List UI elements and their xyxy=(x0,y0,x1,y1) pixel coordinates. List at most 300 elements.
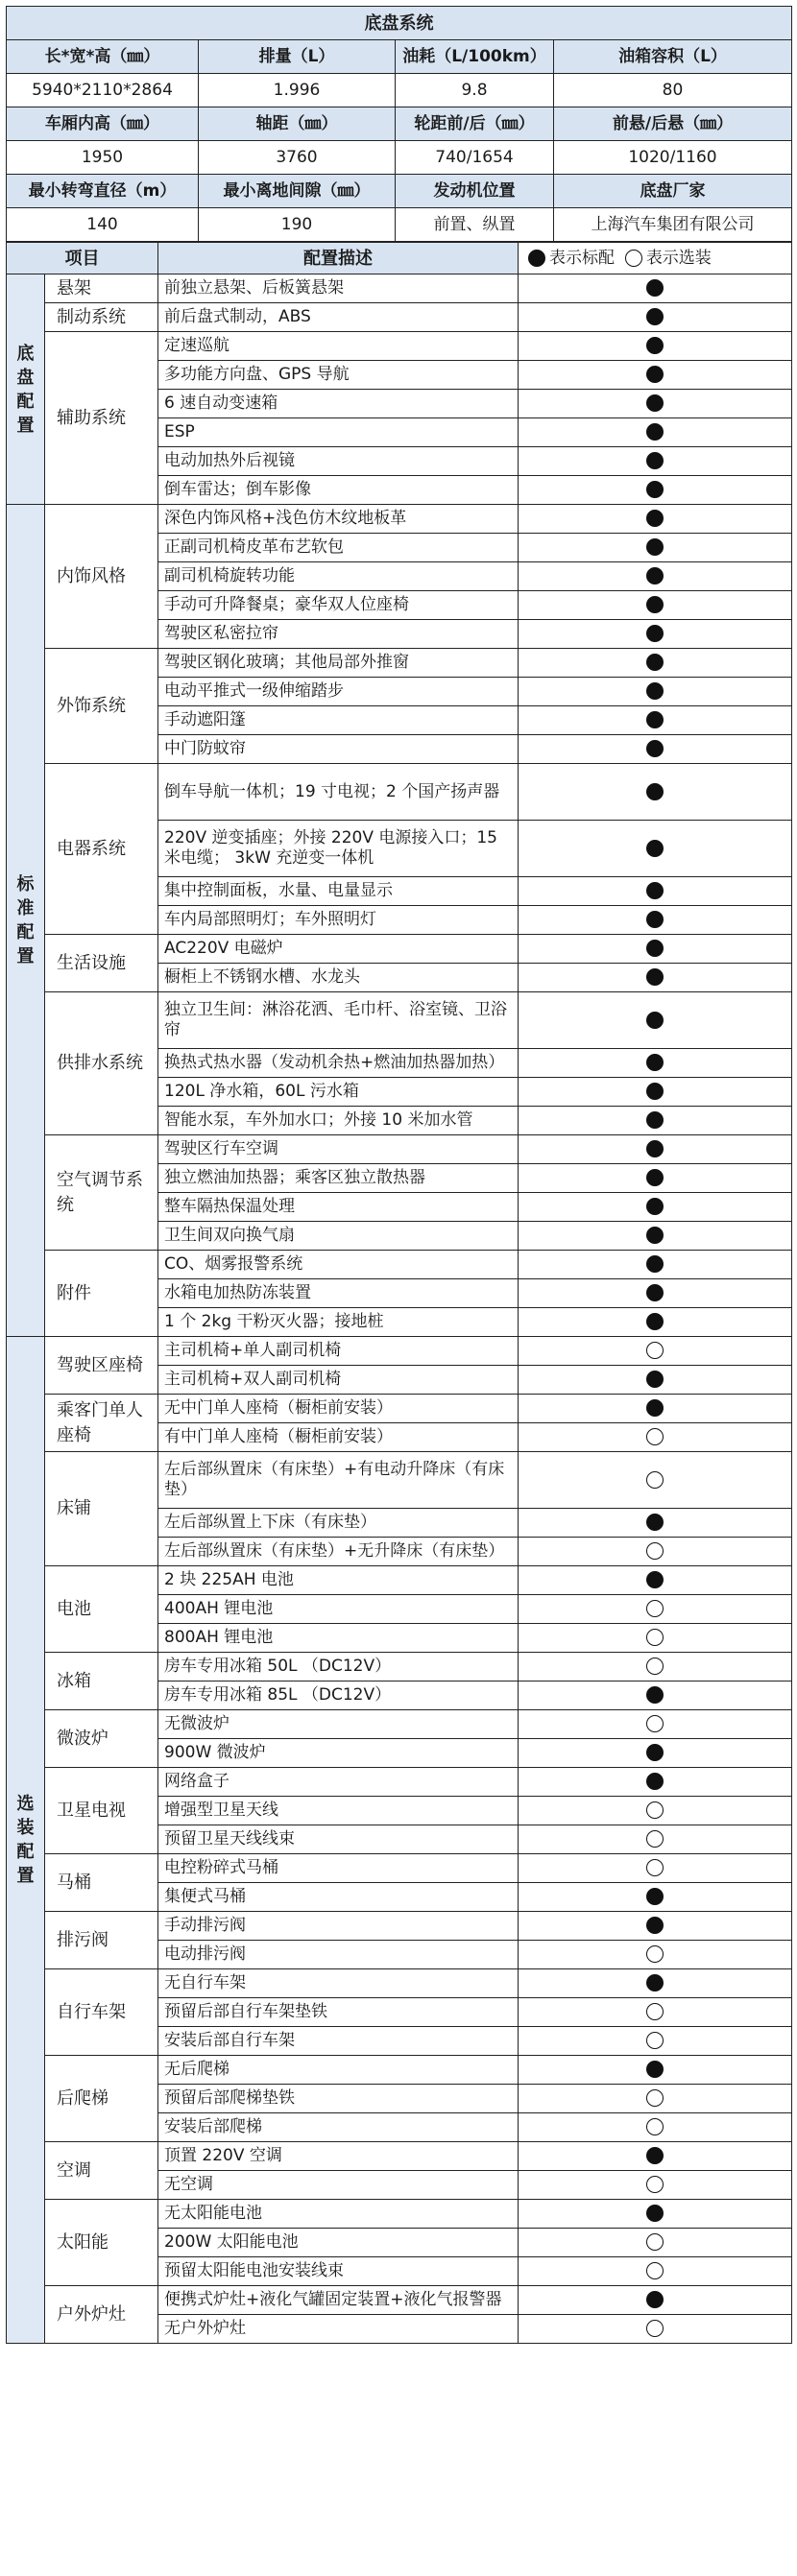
chassis-label: 轴距（㎜） xyxy=(199,107,396,141)
item-description: 前后盘式制动，ABS xyxy=(158,303,519,332)
config-row xyxy=(7,1251,792,1279)
chassis-value: 9.8 xyxy=(396,74,554,107)
item-mark xyxy=(519,678,792,706)
category-label: 选装配置 xyxy=(16,1794,35,1886)
item-mark xyxy=(519,1768,792,1797)
config-row xyxy=(7,1566,792,1595)
chassis-value-row xyxy=(7,208,792,242)
standard-dot-icon xyxy=(646,1255,664,1273)
group-label: 制动系统 xyxy=(45,303,158,332)
item-description: 便携式炉灶+液化气罐固定装置+液化气报警器 xyxy=(158,2286,519,2315)
item-description: 1 个 2kg 干粉灭火器；接地桩 xyxy=(158,1308,519,1337)
item-mark xyxy=(519,1538,792,1566)
item-description: 前独立悬架、后板簧悬架 xyxy=(158,274,519,303)
item-description: 倒车导航一体机；19 寸电视；2 个国产扬声器 xyxy=(158,764,519,821)
item-mark xyxy=(519,1653,792,1682)
item-mark xyxy=(519,2257,792,2286)
chassis-value: 140 xyxy=(7,208,199,242)
standard-dot-icon xyxy=(646,1371,664,1388)
optional-circle-icon xyxy=(646,1471,664,1489)
config-row xyxy=(7,764,792,821)
standard-dot-icon xyxy=(646,783,664,800)
item-description: 无中门单人座椅（橱柜前安装） xyxy=(158,1395,519,1423)
spec-sheet xyxy=(6,6,791,2344)
item-description: 200W 太阳能电池 xyxy=(158,2229,519,2257)
item-mark xyxy=(519,1509,792,1538)
config-row xyxy=(7,1135,792,1164)
standard-dot-icon xyxy=(646,308,664,325)
chassis-value: 5940*2110*2864 xyxy=(7,74,199,107)
item-description: 橱柜上不锈钢水槽、水龙头 xyxy=(158,964,519,992)
item-description: 驾驶区行车空调 xyxy=(158,1135,519,1164)
item-description: 卫生间双向换气扇 xyxy=(158,1222,519,1251)
group-label: 辅助系统 xyxy=(45,332,158,505)
standard-dot-icon xyxy=(646,538,664,556)
category-cell xyxy=(7,505,45,1337)
item-description: 安装后部自行车架 xyxy=(158,2027,519,2056)
item-mark xyxy=(519,1624,792,1653)
config-table xyxy=(6,242,792,2344)
item-mark xyxy=(519,1164,792,1193)
item-description: AC220V 电磁炉 xyxy=(158,935,519,964)
group-label: 自行车架 xyxy=(45,1969,158,2056)
standard-dot-icon xyxy=(646,1571,664,1588)
chassis-title: 底盘系统 xyxy=(7,7,792,40)
item-description: 手动遮阳篷 xyxy=(158,706,519,735)
item-mark xyxy=(519,2027,792,2056)
chassis-value: 1020/1160 xyxy=(554,141,792,175)
group-label: 马桶 xyxy=(45,1854,158,1912)
item-mark xyxy=(519,2171,792,2200)
item-description: 多功能方向盘、GPS 导航 xyxy=(158,361,519,390)
config-row xyxy=(7,1337,792,1366)
item-mark xyxy=(519,1883,792,1912)
item-description: 220V 逆变插座；外接 220V 电源接入口；15 米电缆； 3kW 充逆变一体机 xyxy=(158,821,519,877)
optional-circle-icon xyxy=(646,2089,664,2107)
item-mark xyxy=(519,735,792,764)
item-mark xyxy=(519,534,792,562)
legend-standard-label: 表示标配 xyxy=(549,248,615,268)
item-mark xyxy=(519,1395,792,1423)
item-mark xyxy=(519,1049,792,1078)
item-mark xyxy=(519,620,792,649)
standard-dot-icon xyxy=(646,840,664,857)
group-label: 电池 xyxy=(45,1566,158,1653)
standard-dot-icon xyxy=(646,940,664,957)
item-mark xyxy=(519,935,792,964)
config-row xyxy=(7,2142,792,2171)
item-mark xyxy=(519,1941,792,1969)
config-row xyxy=(7,2056,792,2085)
item-description: 定速巡航 xyxy=(158,332,519,361)
item-mark xyxy=(519,1337,792,1366)
item-mark xyxy=(519,418,792,447)
item-mark xyxy=(519,992,792,1049)
standard-dot-icon xyxy=(646,1744,664,1761)
legend-optional-label: 表示选装 xyxy=(645,248,712,268)
item-mark xyxy=(519,390,792,418)
item-mark xyxy=(519,1222,792,1251)
chassis-label: 发动机位置 xyxy=(396,175,554,208)
item-description: 无空调 xyxy=(158,2171,519,2200)
chassis-value: 前置、纵置 xyxy=(396,208,554,242)
item-mark xyxy=(519,877,792,906)
optional-circle-icon xyxy=(646,1342,664,1359)
config-row xyxy=(7,2200,792,2229)
config-row xyxy=(7,1969,792,1998)
standard-dot-icon xyxy=(646,1054,664,1071)
item-description: 电动平推式一级伸缩踏步 xyxy=(158,678,519,706)
item-description: 手动排污阀 xyxy=(158,1912,519,1941)
standard-dot-icon xyxy=(646,1974,664,1992)
item-mark xyxy=(519,1825,792,1854)
item-mark xyxy=(519,505,792,534)
group-label: 附件 xyxy=(45,1251,158,1337)
optional-circle-icon xyxy=(646,2320,664,2337)
item-description: 中门防蚊帘 xyxy=(158,735,519,764)
optional-circle-icon xyxy=(646,2233,664,2251)
standard-dot-icon xyxy=(646,2147,664,2164)
chassis-value-row xyxy=(7,74,792,107)
item-mark xyxy=(519,2315,792,2344)
chassis-value-row xyxy=(7,141,792,175)
group-label: 太阳能 xyxy=(45,2200,158,2286)
config-row xyxy=(7,1768,792,1797)
item-description: 预留后部自行车架垫铁 xyxy=(158,1998,519,2027)
item-description: 副司机椅旋转功能 xyxy=(158,562,519,591)
standard-dot-icon xyxy=(646,1012,664,1029)
standard-dot-icon xyxy=(646,2205,664,2222)
item-mark xyxy=(519,562,792,591)
item-description: 顶置 220V 空调 xyxy=(158,2142,519,2171)
standard-dot-icon xyxy=(646,1313,664,1330)
item-mark xyxy=(519,1912,792,1941)
chassis-label: 最小转弯直径（m） xyxy=(7,175,199,208)
item-mark xyxy=(519,1452,792,1509)
item-description: 无微波炉 xyxy=(158,1710,519,1739)
group-label: 生活设施 xyxy=(45,935,158,992)
item-mark xyxy=(519,1279,792,1308)
item-description: 6 速自动变速箱 xyxy=(158,390,519,418)
item-mark xyxy=(519,1998,792,2027)
item-description: 左后部纵置床（有床垫）+有电动升降床（有床垫） xyxy=(158,1452,519,1509)
standard-dot-icon xyxy=(646,1111,664,1129)
config-row xyxy=(7,332,792,361)
standard-dot-icon xyxy=(646,567,664,584)
config-row xyxy=(7,505,792,534)
config-row xyxy=(7,1395,792,1423)
category-cell xyxy=(7,274,45,505)
item-mark xyxy=(519,1078,792,1107)
optional-circle-icon xyxy=(646,2118,664,2135)
chassis-label-row xyxy=(7,107,792,141)
legend xyxy=(519,243,792,274)
group-label: 电器系统 xyxy=(45,764,158,935)
group-label: 床铺 xyxy=(45,1452,158,1566)
item-description: 左后部纵置上下床（有床垫） xyxy=(158,1509,519,1538)
item-mark xyxy=(519,1854,792,1883)
item-mark xyxy=(519,332,792,361)
chassis-value: 80 xyxy=(554,74,792,107)
item-description: 800AH 锂电池 xyxy=(158,1624,519,1653)
item-description: 深色内饰风格+浅色仿木纹地板革 xyxy=(158,505,519,534)
optional-circle-icon xyxy=(646,1658,664,1675)
item-mark xyxy=(519,1710,792,1739)
item-mark xyxy=(519,1308,792,1337)
group-label: 乘客门单人座椅 xyxy=(45,1395,158,1452)
standard-dot-icon xyxy=(646,510,664,527)
item-description: 房车专用冰箱 50L （DC12V） xyxy=(158,1653,519,1682)
item-description: 安装后部爬梯 xyxy=(158,2113,519,2142)
optional-circle-icon xyxy=(646,2003,664,2020)
chassis-label: 轮距前/后（㎜） xyxy=(396,107,554,141)
group-label: 内饰风格 xyxy=(45,505,158,649)
standard-dot-icon xyxy=(646,452,664,469)
item-description: ESP xyxy=(158,418,519,447)
config-row xyxy=(7,1912,792,1941)
standard-dot-icon xyxy=(646,882,664,899)
standard-dot-icon xyxy=(646,423,664,441)
config-row xyxy=(7,1854,792,1883)
chassis-table xyxy=(6,6,792,242)
item-mark xyxy=(519,649,792,678)
item-mark xyxy=(519,303,792,332)
item-description: 网络盒子 xyxy=(158,1768,519,1797)
standard-dot-icon xyxy=(646,1399,664,1417)
item-description: 驾驶区私密拉帘 xyxy=(158,620,519,649)
config-row xyxy=(7,1710,792,1739)
item-mark xyxy=(519,2200,792,2229)
item-description: 120L 净水箱，60L 污水箱 xyxy=(158,1078,519,1107)
item-description: 驾驶区钢化玻璃；其他局部外推窗 xyxy=(158,649,519,678)
item-description: 无户外炉灶 xyxy=(158,2315,519,2344)
config-row xyxy=(7,1653,792,1682)
item-mark xyxy=(519,476,792,505)
chassis-value: 3760 xyxy=(199,141,396,175)
item-description: 2 块 225AH 电池 xyxy=(158,1566,519,1595)
standard-dot-icon xyxy=(646,481,664,498)
group-label: 卫星电视 xyxy=(45,1768,158,1854)
optional-circle-icon xyxy=(646,1428,664,1445)
item-description: 电动加热外后视镜 xyxy=(158,447,519,476)
standard-dot-icon xyxy=(646,2061,664,2078)
item-mark xyxy=(519,821,792,877)
group-label: 驾驶区座椅 xyxy=(45,1337,158,1395)
item-mark xyxy=(519,274,792,303)
optional-circle-icon xyxy=(646,1715,664,1732)
group-label: 悬架 xyxy=(45,274,158,303)
item-mark xyxy=(519,1566,792,1595)
chassis-label: 前悬/后悬（㎜） xyxy=(554,107,792,141)
category-label: 标准配置 xyxy=(16,874,35,966)
item-description: 倒车雷达；倒车影像 xyxy=(158,476,519,505)
optional-circle-icon xyxy=(646,1859,664,1876)
config-header-desc: 配置描述 xyxy=(158,243,519,274)
optional-circle-icon xyxy=(646,1600,664,1617)
item-description: 集便式马桶 xyxy=(158,1883,519,1912)
item-mark xyxy=(519,591,792,620)
item-description: 预留太阳能电池安装线束 xyxy=(158,2257,519,2286)
config-row xyxy=(7,2286,792,2315)
standard-dot-icon xyxy=(528,250,545,267)
standard-dot-icon xyxy=(646,394,664,412)
group-label: 空调 xyxy=(45,2142,158,2200)
chassis-label-row xyxy=(7,175,792,208)
optional-circle-icon xyxy=(646,2032,664,2049)
item-description: 正副司机椅皮革布艺软包 xyxy=(158,534,519,562)
item-description: 整车隔热保温处理 xyxy=(158,1193,519,1222)
standard-dot-icon xyxy=(646,711,664,728)
standard-dot-icon xyxy=(646,625,664,642)
chassis-value: 740/1654 xyxy=(396,141,554,175)
standard-dot-icon xyxy=(646,1773,664,1790)
item-mark xyxy=(519,2056,792,2085)
standard-dot-icon xyxy=(646,1140,664,1157)
config-row xyxy=(7,303,792,332)
item-description: 车内局部照明灯；车外照明灯 xyxy=(158,906,519,935)
item-description: 预留后部爬梯垫铁 xyxy=(158,2085,519,2113)
optional-circle-icon xyxy=(646,1629,664,1646)
item-description: 主司机椅+单人副司机椅 xyxy=(158,1337,519,1366)
standard-dot-icon xyxy=(646,1284,664,1301)
item-description: 无自行车架 xyxy=(158,1969,519,1998)
item-description: 智能水泵，车外加水口；外接 10 米加水管 xyxy=(158,1107,519,1135)
item-description: 换热式热水器（发动机余热+燃油加热器加热） xyxy=(158,1049,519,1078)
item-description: 无太阳能电池 xyxy=(158,2200,519,2229)
item-mark xyxy=(519,764,792,821)
standard-dot-icon xyxy=(646,968,664,986)
standard-dot-icon xyxy=(646,1227,664,1244)
item-description: 手动可升降餐桌；豪华双人位座椅 xyxy=(158,591,519,620)
item-description: 独立卫生间：淋浴花洒、毛巾杆、浴室镜、卫浴帘 xyxy=(158,992,519,1049)
item-description: CO、烟雾报警系统 xyxy=(158,1251,519,1279)
item-mark xyxy=(519,1682,792,1710)
chassis-label: 车厢内高（㎜） xyxy=(7,107,199,141)
item-description: 400AH 锂电池 xyxy=(158,1595,519,1624)
item-mark xyxy=(519,1135,792,1164)
group-label: 空气调节系统 xyxy=(45,1135,158,1251)
group-label: 冰箱 xyxy=(45,1653,158,1710)
chassis-label: 长*宽*高（㎜） xyxy=(7,40,199,74)
item-mark xyxy=(519,361,792,390)
group-label: 外饰系统 xyxy=(45,649,158,764)
chassis-label-row xyxy=(7,40,792,74)
item-description: 房车专用冰箱 85L （DC12V） xyxy=(158,1682,519,1710)
optional-circle-icon xyxy=(646,2176,664,2193)
chassis-label: 油箱容积（L） xyxy=(554,40,792,74)
standard-dot-icon xyxy=(646,654,664,671)
chassis-value: 1.996 xyxy=(199,74,396,107)
item-mark xyxy=(519,1193,792,1222)
item-description: 电动排污阀 xyxy=(158,1941,519,1969)
config-header-category: 项目 xyxy=(7,243,158,274)
item-mark xyxy=(519,706,792,735)
item-description: 有中门单人座椅（橱柜前安装） xyxy=(158,1423,519,1452)
standard-dot-icon xyxy=(646,337,664,354)
optional-circle-icon xyxy=(625,250,642,267)
item-mark xyxy=(519,1251,792,1279)
item-description: 900W 微波炉 xyxy=(158,1739,519,1768)
group-label: 排污阀 xyxy=(45,1912,158,1969)
chassis-value: 190 xyxy=(199,208,396,242)
standard-dot-icon xyxy=(646,1198,664,1215)
standard-dot-icon xyxy=(646,596,664,613)
item-description: 无后爬梯 xyxy=(158,2056,519,2085)
item-description: 预留卫星天线线束 xyxy=(158,1825,519,1854)
standard-dot-icon xyxy=(646,1917,664,1934)
standard-dot-icon xyxy=(646,1514,664,1531)
standard-dot-icon xyxy=(646,740,664,757)
group-label: 供排水系统 xyxy=(45,992,158,1135)
item-mark xyxy=(519,2286,792,2315)
item-description: 电控粉碎式马桶 xyxy=(158,1854,519,1883)
chassis-value: 1950 xyxy=(7,141,199,175)
standard-dot-icon xyxy=(646,279,664,297)
item-description: 主司机椅+双人副司机椅 xyxy=(158,1366,519,1395)
chassis-label: 油耗（L/100km） xyxy=(396,40,554,74)
standard-dot-icon xyxy=(646,1083,664,1100)
chassis-title-row xyxy=(7,7,792,40)
item-description: 左后部纵置床（有床垫）+无升降床（有床垫） xyxy=(158,1538,519,1566)
config-row xyxy=(7,1452,792,1509)
standard-dot-icon xyxy=(646,1686,664,1704)
chassis-label: 最小离地间隙（㎜） xyxy=(199,175,396,208)
group-label: 后爬梯 xyxy=(45,2056,158,2142)
item-mark xyxy=(519,1797,792,1825)
item-mark xyxy=(519,2113,792,2142)
standard-dot-icon xyxy=(646,2291,664,2308)
config-header-row xyxy=(7,243,792,274)
standard-dot-icon xyxy=(646,366,664,383)
item-mark xyxy=(519,447,792,476)
chassis-label: 底盘厂家 xyxy=(554,175,792,208)
standard-dot-icon xyxy=(646,682,664,700)
item-mark xyxy=(519,906,792,935)
item-mark xyxy=(519,2229,792,2257)
standard-dot-icon xyxy=(646,1169,664,1186)
config-row xyxy=(7,935,792,964)
category-label: 底盘配置 xyxy=(16,343,35,436)
item-description: 增强型卫星天线 xyxy=(158,1797,519,1825)
item-description: 独立燃油加热器；乘客区独立散热器 xyxy=(158,1164,519,1193)
group-label: 户外炉灶 xyxy=(45,2286,158,2344)
item-description: 水箱电加热防冻装置 xyxy=(158,1279,519,1308)
optional-circle-icon xyxy=(646,1542,664,1560)
item-mark xyxy=(519,1595,792,1624)
standard-dot-icon xyxy=(646,1888,664,1905)
item-mark xyxy=(519,1969,792,1998)
optional-circle-icon xyxy=(646,1830,664,1848)
optional-circle-icon xyxy=(646,1945,664,1963)
chassis-label: 排量（L） xyxy=(199,40,396,74)
item-mark xyxy=(519,1107,792,1135)
item-mark xyxy=(519,2142,792,2171)
config-row xyxy=(7,649,792,678)
optional-circle-icon xyxy=(646,1801,664,1819)
item-mark xyxy=(519,1423,792,1452)
chassis-value: 上海汽车集团有限公司 xyxy=(554,208,792,242)
group-label: 微波炉 xyxy=(45,1710,158,1768)
item-mark xyxy=(519,2085,792,2113)
item-mark xyxy=(519,964,792,992)
item-mark xyxy=(519,1739,792,1768)
item-mark xyxy=(519,1366,792,1395)
category-cell xyxy=(7,1337,45,2344)
config-row xyxy=(7,274,792,303)
optional-circle-icon xyxy=(646,2262,664,2279)
standard-dot-icon xyxy=(646,911,664,928)
config-row xyxy=(7,992,792,1049)
